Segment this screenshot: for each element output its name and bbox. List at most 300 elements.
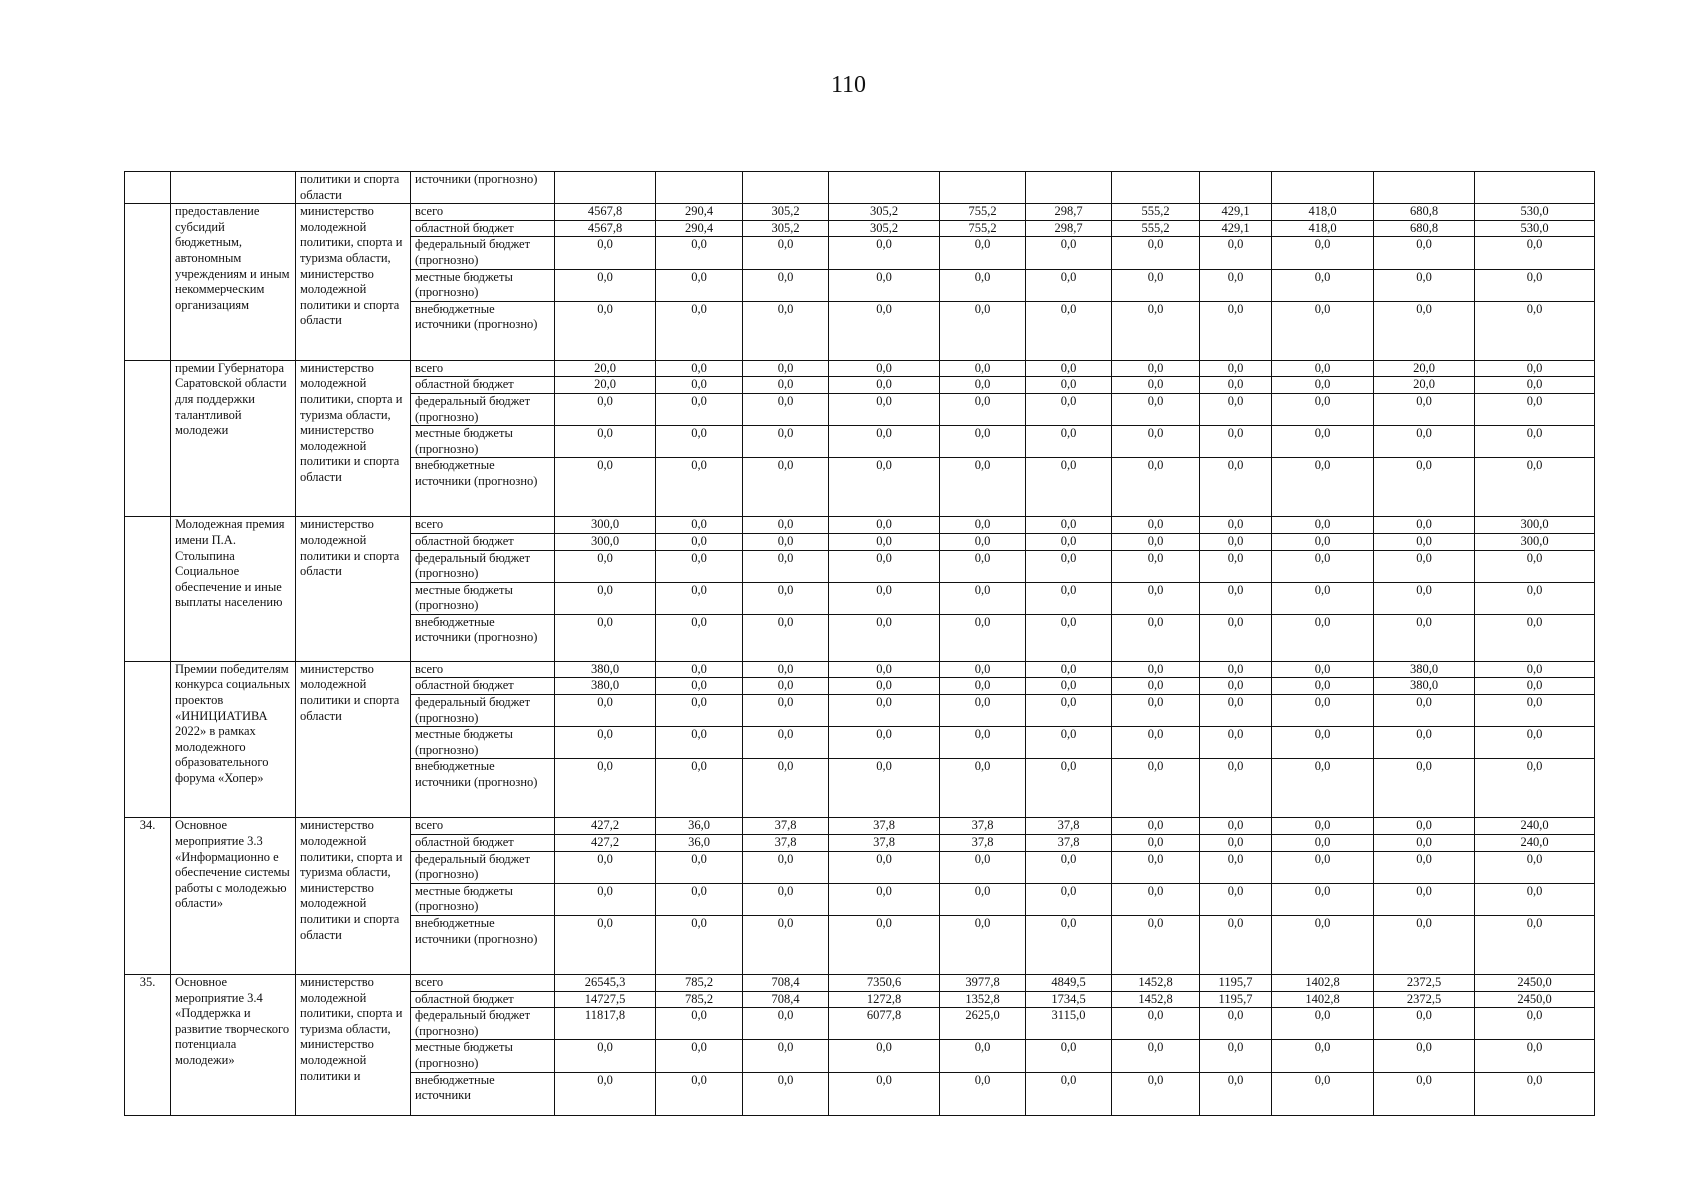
amount-cell: 427,2 [555, 835, 656, 852]
amount-cell: 0,0 [1272, 818, 1374, 835]
amount-cell: 530,0 [1475, 204, 1595, 221]
amount-cell: 0,0 [1026, 269, 1112, 301]
amount-cell: 0,0 [1272, 517, 1374, 534]
activity-name: премии Губернатора Саратовской области для поддержки талантливой молодежи [171, 360, 296, 517]
amount-cell: 0,0 [1112, 269, 1200, 301]
amount-cell: 36,0 [656, 818, 743, 835]
amount-cell: 0,0 [940, 727, 1026, 759]
amount-cell: 0,0 [1272, 695, 1374, 727]
amount-cell: 0,0 [940, 916, 1026, 975]
amount-cell: 0,0 [1374, 550, 1475, 582]
amount-cell: 0,0 [1475, 1008, 1595, 1040]
funding-source: всего [411, 975, 555, 992]
amount-cell: 0,0 [1112, 517, 1200, 534]
amount-cell: 0,0 [1200, 458, 1272, 517]
amount-cell: 380,0 [555, 678, 656, 695]
amount-cell: 0,0 [1272, 1072, 1374, 1115]
amount-cell: 0,0 [1374, 517, 1475, 534]
amount-cell: 0,0 [1200, 661, 1272, 678]
amount-cell: 0,0 [1374, 269, 1475, 301]
amount-cell [1026, 172, 1112, 204]
amount-cell: 2450,0 [1475, 991, 1595, 1008]
amount-cell: 0,0 [1026, 377, 1112, 394]
amount-cell: 0,0 [1026, 301, 1112, 360]
amount-cell: 0,0 [1026, 237, 1112, 269]
amount-cell: 0,0 [1112, 695, 1200, 727]
item-number [125, 517, 171, 662]
amount-cell: 0,0 [1026, 614, 1112, 661]
amount-cell: 0,0 [1272, 678, 1374, 695]
amount-cell: 0,0 [1112, 614, 1200, 661]
funding-source: областной бюджет [411, 991, 555, 1008]
amount-cell: 300,0 [1475, 517, 1595, 534]
amount-cell: 0,0 [1200, 360, 1272, 377]
amount-cell: 708,4 [743, 975, 829, 992]
amount-cell: 0,0 [1112, 818, 1200, 835]
amount-cell: 0,0 [656, 916, 743, 975]
amount-cell: 0,0 [1026, 1072, 1112, 1115]
amount-cell: 240,0 [1475, 835, 1595, 852]
amount-cell: 0,0 [1272, 269, 1374, 301]
amount-cell: 0,0 [940, 661, 1026, 678]
amount-cell: 708,4 [743, 991, 829, 1008]
amount-cell: 0,0 [1272, 614, 1374, 661]
amount-cell: 380,0 [1374, 678, 1475, 695]
funding-source: всего [411, 661, 555, 678]
amount-cell: 0,0 [1374, 582, 1475, 614]
amount-cell: 20,0 [1374, 360, 1475, 377]
amount-cell: 0,0 [656, 759, 743, 818]
amount-cell: 0,0 [1112, 678, 1200, 695]
amount-cell: 555,2 [1112, 220, 1200, 237]
amount-cell: 0,0 [555, 550, 656, 582]
amount-cell: 0,0 [656, 237, 743, 269]
amount-cell: 380,0 [1374, 661, 1475, 678]
amount-cell: 0,0 [743, 458, 829, 517]
funding-source: всего [411, 517, 555, 534]
amount-cell: 0,0 [743, 695, 829, 727]
amount-cell: 0,0 [656, 727, 743, 759]
amount-cell [1475, 172, 1595, 204]
amount-cell: 0,0 [743, 1040, 829, 1072]
amount-cell: 755,2 [940, 204, 1026, 221]
amount-cell: 0,0 [1475, 678, 1595, 695]
amount-cell: 0,0 [829, 517, 940, 534]
amount-cell: 0,0 [829, 851, 940, 883]
amount-cell: 0,0 [829, 533, 940, 550]
item-number: 35. [125, 975, 171, 1116]
amount-cell: 0,0 [1272, 916, 1374, 975]
amount-cell: 0,0 [1200, 759, 1272, 818]
amount-cell: 0,0 [656, 517, 743, 534]
amount-cell: 0,0 [1272, 377, 1374, 394]
amount-cell: 0,0 [656, 301, 743, 360]
amount-cell: 0,0 [743, 533, 829, 550]
funding-source: федеральный бюджет (прогнозно) [411, 1008, 555, 1040]
amount-cell: 0,0 [1475, 851, 1595, 883]
activity-name: Молодежная премия имени П.А. Столыпина Социальное обеспечение и иные выплаты населению [171, 517, 296, 662]
amount-cell: 0,0 [555, 393, 656, 425]
executor: министерство молодежной политики, спорта и туризма области, министерство молодежной политики и [296, 975, 411, 1116]
amount-cell: 0,0 [1272, 835, 1374, 852]
amount-cell: 1195,7 [1200, 975, 1272, 992]
amount-cell: 1402,8 [1272, 991, 1374, 1008]
amount-cell: 0,0 [656, 1040, 743, 1072]
amount-cell: 20,0 [1374, 377, 1475, 394]
amount-cell: 0,0 [1272, 237, 1374, 269]
funding-source: местные бюджеты (прогнозно) [411, 727, 555, 759]
amount-cell: 37,8 [829, 818, 940, 835]
amount-cell: 37,8 [1026, 818, 1112, 835]
amount-cell: 418,0 [1272, 220, 1374, 237]
amount-cell: 0,0 [656, 360, 743, 377]
amount-cell: 1272,8 [829, 991, 940, 1008]
amount-cell: 427,2 [555, 818, 656, 835]
amount-cell: 0,0 [743, 301, 829, 360]
amount-cell [656, 172, 743, 204]
amount-cell: 0,0 [1200, 835, 1272, 852]
amount-cell: 0,0 [1026, 883, 1112, 915]
funding-source: внебюджетные источники (прогнозно) [411, 458, 555, 517]
amount-cell: 0,0 [1475, 916, 1595, 975]
amount-cell: 0,0 [1374, 1040, 1475, 1072]
amount-cell: 0,0 [656, 458, 743, 517]
amount-cell: 555,2 [1112, 204, 1200, 221]
amount-cell: 0,0 [829, 883, 940, 915]
amount-cell: 0,0 [1026, 533, 1112, 550]
amount-cell: 0,0 [1112, 759, 1200, 818]
amount-cell: 785,2 [656, 991, 743, 1008]
amount-cell: 0,0 [1026, 360, 1112, 377]
budget-table [124, 171, 1595, 1116]
amount-cell: 2450,0 [1475, 975, 1595, 992]
amount-cell: 298,7 [1026, 220, 1112, 237]
amount-cell: 0,0 [1200, 727, 1272, 759]
amount-cell: 0,0 [1475, 883, 1595, 915]
amount-cell [829, 172, 940, 204]
amount-cell: 0,0 [1475, 301, 1595, 360]
amount-cell [1272, 172, 1374, 204]
amount-cell: 0,0 [1475, 1040, 1595, 1072]
amount-cell: 0,0 [829, 550, 940, 582]
amount-cell: 300,0 [555, 517, 656, 534]
amount-cell: 0,0 [743, 851, 829, 883]
amount-cell: 0,0 [829, 458, 940, 517]
amount-cell: 0,0 [743, 426, 829, 458]
amount-cell: 0,0 [1112, 301, 1200, 360]
amount-cell: 0,0 [940, 1072, 1026, 1115]
amount-cell: 0,0 [1112, 661, 1200, 678]
funding-source: внебюджетные источники (прогнозно) [411, 614, 555, 661]
amount-cell: 0,0 [656, 661, 743, 678]
amount-cell: 0,0 [1374, 614, 1475, 661]
amount-cell: 4567,8 [555, 220, 656, 237]
funding-source: внебюджетные источники (прогнозно) [411, 301, 555, 360]
amount-cell: 0,0 [1026, 426, 1112, 458]
amount-cell: 0,0 [1475, 269, 1595, 301]
funding-source: местные бюджеты (прогнозно) [411, 426, 555, 458]
amount-cell: 0,0 [656, 426, 743, 458]
amount-cell: 0,0 [743, 582, 829, 614]
amount-cell: 0,0 [829, 393, 940, 425]
amount-cell: 0,0 [656, 695, 743, 727]
amount-cell: 380,0 [555, 661, 656, 678]
amount-cell: 2372,5 [1374, 991, 1475, 1008]
amount-cell: 0,0 [1475, 614, 1595, 661]
amount-cell: 0,0 [1026, 582, 1112, 614]
amount-cell: 0,0 [1200, 237, 1272, 269]
amount-cell: 0,0 [940, 458, 1026, 517]
amount-cell: 0,0 [1272, 533, 1374, 550]
executor: политики и спорта области [296, 172, 411, 204]
amount-cell: 0,0 [656, 678, 743, 695]
amount-cell: 0,0 [656, 1072, 743, 1115]
amount-cell: 680,8 [1374, 220, 1475, 237]
amount-cell: 0,0 [940, 301, 1026, 360]
amount-cell: 0,0 [743, 661, 829, 678]
amount-cell: 755,2 [940, 220, 1026, 237]
amount-cell: 0,0 [555, 759, 656, 818]
amount-cell: 37,8 [743, 818, 829, 835]
amount-cell: 0,0 [1374, 1008, 1475, 1040]
amount-cell: 0,0 [1272, 582, 1374, 614]
executor: министерство молодежной политики, спорта и туризма области, министерство молодежной политики и спорта области [296, 204, 411, 361]
amount-cell: 37,8 [940, 818, 1026, 835]
amount-cell: 0,0 [1374, 393, 1475, 425]
amount-cell: 0,0 [1112, 883, 1200, 915]
amount-cell: 0,0 [829, 916, 940, 975]
amount-cell: 0,0 [555, 237, 656, 269]
amount-cell: 0,0 [743, 550, 829, 582]
executor: министерство молодежной политики, спорта и туризма области, министерство молодежной политики и спорта области [296, 360, 411, 517]
amount-cell: 0,0 [1200, 550, 1272, 582]
amount-cell: 0,0 [1374, 533, 1475, 550]
amount-cell: 0,0 [1112, 727, 1200, 759]
table-row [125, 818, 1595, 835]
amount-cell: 0,0 [1026, 661, 1112, 678]
page-number: 110 [830, 72, 867, 98]
amount-cell: 1452,8 [1112, 975, 1200, 992]
amount-cell: 0,0 [656, 377, 743, 394]
amount-cell: 0,0 [1026, 517, 1112, 534]
amount-cell: 0,0 [1272, 550, 1374, 582]
amount-cell: 0,0 [1374, 759, 1475, 818]
amount-cell: 0,0 [829, 678, 940, 695]
funding-source: федеральный бюджет (прогнозно) [411, 237, 555, 269]
amount-cell: 298,7 [1026, 204, 1112, 221]
amount-cell: 290,4 [656, 204, 743, 221]
amount-cell: 0,0 [555, 301, 656, 360]
amount-cell: 0,0 [1272, 1008, 1374, 1040]
amount-cell: 36,0 [656, 835, 743, 852]
amount-cell: 0,0 [940, 678, 1026, 695]
amount-cell: 429,1 [1200, 204, 1272, 221]
amount-cell: 0,0 [1272, 661, 1374, 678]
amount-cell: 0,0 [1026, 727, 1112, 759]
amount-cell: 0,0 [829, 377, 940, 394]
amount-cell: 1352,8 [940, 991, 1026, 1008]
amount-cell: 14727,5 [555, 991, 656, 1008]
amount-cell: 0,0 [1026, 851, 1112, 883]
amount-cell: 0,0 [1026, 1040, 1112, 1072]
amount-cell: 0,0 [940, 377, 1026, 394]
funding-source: федеральный бюджет (прогнозно) [411, 550, 555, 582]
amount-cell: 0,0 [829, 661, 940, 678]
amount-cell: 37,8 [829, 835, 940, 852]
amount-cell: 0,0 [743, 393, 829, 425]
amount-cell: 0,0 [743, 377, 829, 394]
amount-cell: 0,0 [940, 360, 1026, 377]
amount-cell: 0,0 [1112, 851, 1200, 883]
amount-cell: 0,0 [656, 269, 743, 301]
amount-cell: 4567,8 [555, 204, 656, 221]
amount-cell: 0,0 [1026, 695, 1112, 727]
amount-cell: 0,0 [1374, 426, 1475, 458]
amount-cell: 0,0 [1112, 1040, 1200, 1072]
amount-cell: 0,0 [1112, 360, 1200, 377]
amount-cell: 0,0 [1200, 393, 1272, 425]
amount-cell: 0,0 [1374, 237, 1475, 269]
amount-cell: 0,0 [829, 360, 940, 377]
item-number: 34. [125, 818, 171, 975]
amount-cell: 0,0 [656, 851, 743, 883]
amount-cell: 680,8 [1374, 204, 1475, 221]
amount-cell: 0,0 [743, 360, 829, 377]
amount-cell: 0,0 [1200, 1008, 1272, 1040]
amount-cell: 0,0 [1475, 661, 1595, 678]
amount-cell: 0,0 [940, 269, 1026, 301]
amount-cell: 0,0 [1026, 759, 1112, 818]
amount-cell: 0,0 [555, 916, 656, 975]
amount-cell: 0,0 [743, 883, 829, 915]
amount-cell: 0,0 [555, 695, 656, 727]
amount-cell: 0,0 [1272, 851, 1374, 883]
amount-cell: 0,0 [1475, 1072, 1595, 1115]
amount-cell: 0,0 [829, 269, 940, 301]
executor: министерство молодежной политики, спорта и туризма области, министерство молодежной политики и спорта области [296, 818, 411, 975]
funding-source: внебюджетные источники [411, 1072, 555, 1115]
amount-cell: 0,0 [829, 759, 940, 818]
amount-cell: 37,8 [1026, 835, 1112, 852]
amount-cell: 0,0 [1112, 916, 1200, 975]
funding-source: всего [411, 360, 555, 377]
amount-cell: 0,0 [1200, 614, 1272, 661]
amount-cell: 0,0 [743, 759, 829, 818]
amount-cell: 1734,5 [1026, 991, 1112, 1008]
activity-name: Премии победителям конкурса социальных проектов «ИНИЦИАТИВА 2022» в рамках молодежного образовательного форума «Хопер» [171, 661, 296, 818]
amount-cell: 0,0 [656, 614, 743, 661]
amount-cell: 0,0 [1475, 377, 1595, 394]
funding-source: федеральный бюджет (прогнозно) [411, 393, 555, 425]
amount-cell: 0,0 [743, 1072, 829, 1115]
amount-cell: 0,0 [1026, 550, 1112, 582]
amount-cell: 0,0 [1026, 393, 1112, 425]
table-row [125, 975, 1595, 992]
amount-cell: 0,0 [1374, 727, 1475, 759]
amount-cell: 0,0 [743, 237, 829, 269]
amount-cell: 0,0 [743, 269, 829, 301]
amount-cell: 26545,3 [555, 975, 656, 992]
activity-name: Основное мероприятие 3.4 «Поддержка и развитие творческого потенциала молодежи» [171, 975, 296, 1116]
amount-cell: 0,0 [555, 1040, 656, 1072]
activity-name: предоставление субсидий бюджетным, автономным учреждениям и иным некоммерческим организациям [171, 204, 296, 361]
funding-source: областной бюджет [411, 678, 555, 695]
amount-cell [555, 172, 656, 204]
amount-cell: 0,0 [829, 695, 940, 727]
amount-cell: 0,0 [1200, 269, 1272, 301]
amount-cell: 0,0 [1112, 1072, 1200, 1115]
amount-cell: 0,0 [829, 426, 940, 458]
amount-cell: 0,0 [1112, 458, 1200, 517]
amount-cell: 0,0 [1475, 695, 1595, 727]
amount-cell: 0,0 [1374, 835, 1475, 852]
amount-cell: 0,0 [1272, 393, 1374, 425]
amount-cell: 0,0 [555, 727, 656, 759]
table-row [125, 661, 1595, 678]
funding-source: федеральный бюджет (прогнозно) [411, 695, 555, 727]
amount-cell: 0,0 [829, 237, 940, 269]
amount-cell: 0,0 [743, 678, 829, 695]
amount-cell: 0,0 [1200, 678, 1272, 695]
table-row [125, 172, 1595, 204]
amount-cell: 0,0 [1374, 301, 1475, 360]
amount-cell: 1402,8 [1272, 975, 1374, 992]
amount-cell: 0,0 [940, 426, 1026, 458]
funding-source: местные бюджеты (прогнозно) [411, 582, 555, 614]
amount-cell: 0,0 [1374, 916, 1475, 975]
amount-cell: 0,0 [1200, 851, 1272, 883]
amount-cell: 0,0 [1112, 237, 1200, 269]
amount-cell: 0,0 [1200, 695, 1272, 727]
amount-cell: 0,0 [555, 614, 656, 661]
amount-cell: 0,0 [1112, 1008, 1200, 1040]
amount-cell: 0,0 [1200, 916, 1272, 975]
amount-cell: 0,0 [1112, 426, 1200, 458]
amount-cell: 0,0 [555, 1072, 656, 1115]
amount-cell: 0,0 [940, 614, 1026, 661]
amount-cell: 305,2 [829, 220, 940, 237]
item-number [125, 661, 171, 818]
funding-source: внебюджетные источники (прогнозно) [411, 916, 555, 975]
amount-cell: 0,0 [1112, 377, 1200, 394]
amount-cell: 0,0 [940, 533, 1026, 550]
amount-cell: 0,0 [1272, 759, 1374, 818]
amount-cell: 0,0 [1272, 1040, 1374, 1072]
funding-source: источники (прогнозно) [411, 172, 555, 204]
executor: министерство молодежной политики и спорта области [296, 661, 411, 818]
amount-cell: 0,0 [1026, 678, 1112, 695]
amount-cell: 11817,8 [555, 1008, 656, 1040]
amount-cell: 0,0 [829, 582, 940, 614]
amount-cell: 0,0 [555, 582, 656, 614]
amount-cell: 0,0 [940, 237, 1026, 269]
amount-cell: 0,0 [743, 614, 829, 661]
amount-cell: 0,0 [1475, 426, 1595, 458]
activity-name [171, 172, 296, 204]
amount-cell: 0,0 [1200, 1072, 1272, 1115]
amount-cell: 0,0 [656, 533, 743, 550]
amount-cell: 0,0 [1112, 835, 1200, 852]
amount-cell: 530,0 [1475, 220, 1595, 237]
funding-source: областной бюджет [411, 533, 555, 550]
amount-cell: 0,0 [1475, 237, 1595, 269]
table-row [125, 204, 1595, 221]
amount-cell: 0,0 [1200, 1040, 1272, 1072]
amount-cell [940, 172, 1026, 204]
amount-cell: 0,0 [1200, 301, 1272, 360]
item-number [125, 360, 171, 517]
amount-cell [743, 172, 829, 204]
